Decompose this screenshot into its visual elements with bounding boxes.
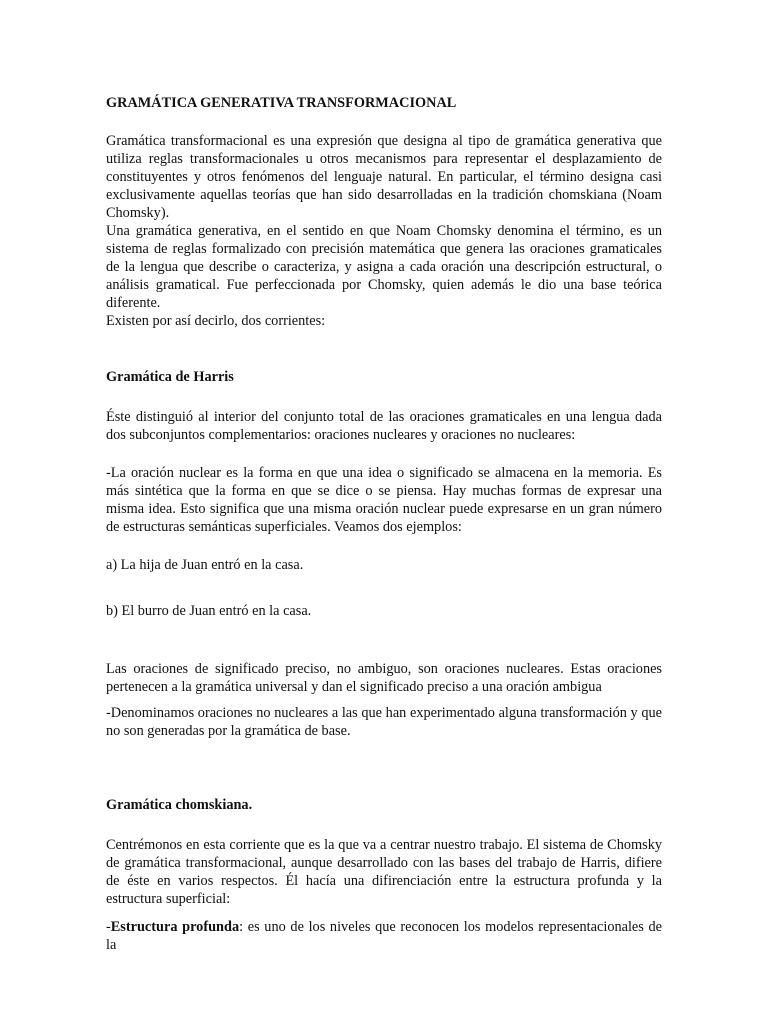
document-title: GRAMÁTICA GENERATIVA TRANSFORMACIONAL [106,95,457,111]
example-a: a) La hija de Juan entró en la casa. [106,557,304,573]
example-b: b) El burro de Juan entró en la casa. [106,603,312,619]
intro-paragraph-2: Una gramática generativa, en el sentido en que Noam Chomsky denomina el término, es un sistema de reglas formalizado con precisión matemática que genera las oraciones gramaticales de la lengua que describe o caracteriza, y asigna a cada oración una descripción estructural, o análisis gramatical. Fue perfeccionada por Chomsky, quien además le dio una base teórica diferente. [106,223,662,311]
chomsky-heading: Gramática chomskiana. [106,797,253,813]
harris-paragraph-1: Éste distinguió al interior del conjunto total de las oraciones gramaticales en una lengua dada dos subconjuntos complementarios: oraciones nucleares y oraciones no nucleares: [106,409,662,443]
intro-paragraph-1: Gramática transformacional es una expresión que designa al tipo de gramática generativa que utiliza reglas transformacionales u otros mecanismos para representar el desplazamiento de constituyentes y otros fenómenos del lenguaje natural. En particular, el término designa casi exclusivamente aquellas teorías que han sido desarrolladas en la tradición chomskiana (Noam Chomsky). [106,133,662,221]
harris-paragraph-3: Las oraciones de significado preciso, no ambiguo, son oraciones nucleares. Estas oraciones pertenecen a la gramática universal y dan el significado preciso a una oración ambigua [106,661,662,695]
harris-heading: Gramática de Harris [106,369,234,385]
chomsky-paragraph-2-prefix: - [106,919,111,935]
document-page [106,86,662,954]
intro-paragraph-3: Existen por así decirlo, dos corrientes: [106,313,326,329]
chomsky-paragraph-2-text: : es uno de los niveles que reconocen los modelos representacionales de la [106,919,662,953]
deep-structure-term: Estructura profunda [110,919,240,935]
chomsky-paragraph-1: Centrémonos en esta corriente que es la que va a centrar nuestro trabajo. El sistema de Chomsky de gramática transformacional, aunque desarrollado con las bases del trabajo de Harris, difiere de éste en varios respectos. Él hacía una difirenciación entre la estructura profunda y la estructura superficial: [106,837,662,907]
harris-paragraph-4: -Denominamos oraciones no nucleares a las que han experimentado alguna transformación y que no son generadas por la gramática de base. [106,705,662,739]
chomsky-paragraph-2 [106,918,662,954]
harris-paragraph-2: -La oración nuclear es la forma en que una idea o significado se almacena en la memoria. Es más sintética que la forma en que se dice o se piensa. Hay muchas formas de expresar una misma idea. Esto significa que una misma oración nuclear puede expresarse en un gran número de estructuras semánticas superficiales. Veamos dos ejemplos: [106,465,662,535]
